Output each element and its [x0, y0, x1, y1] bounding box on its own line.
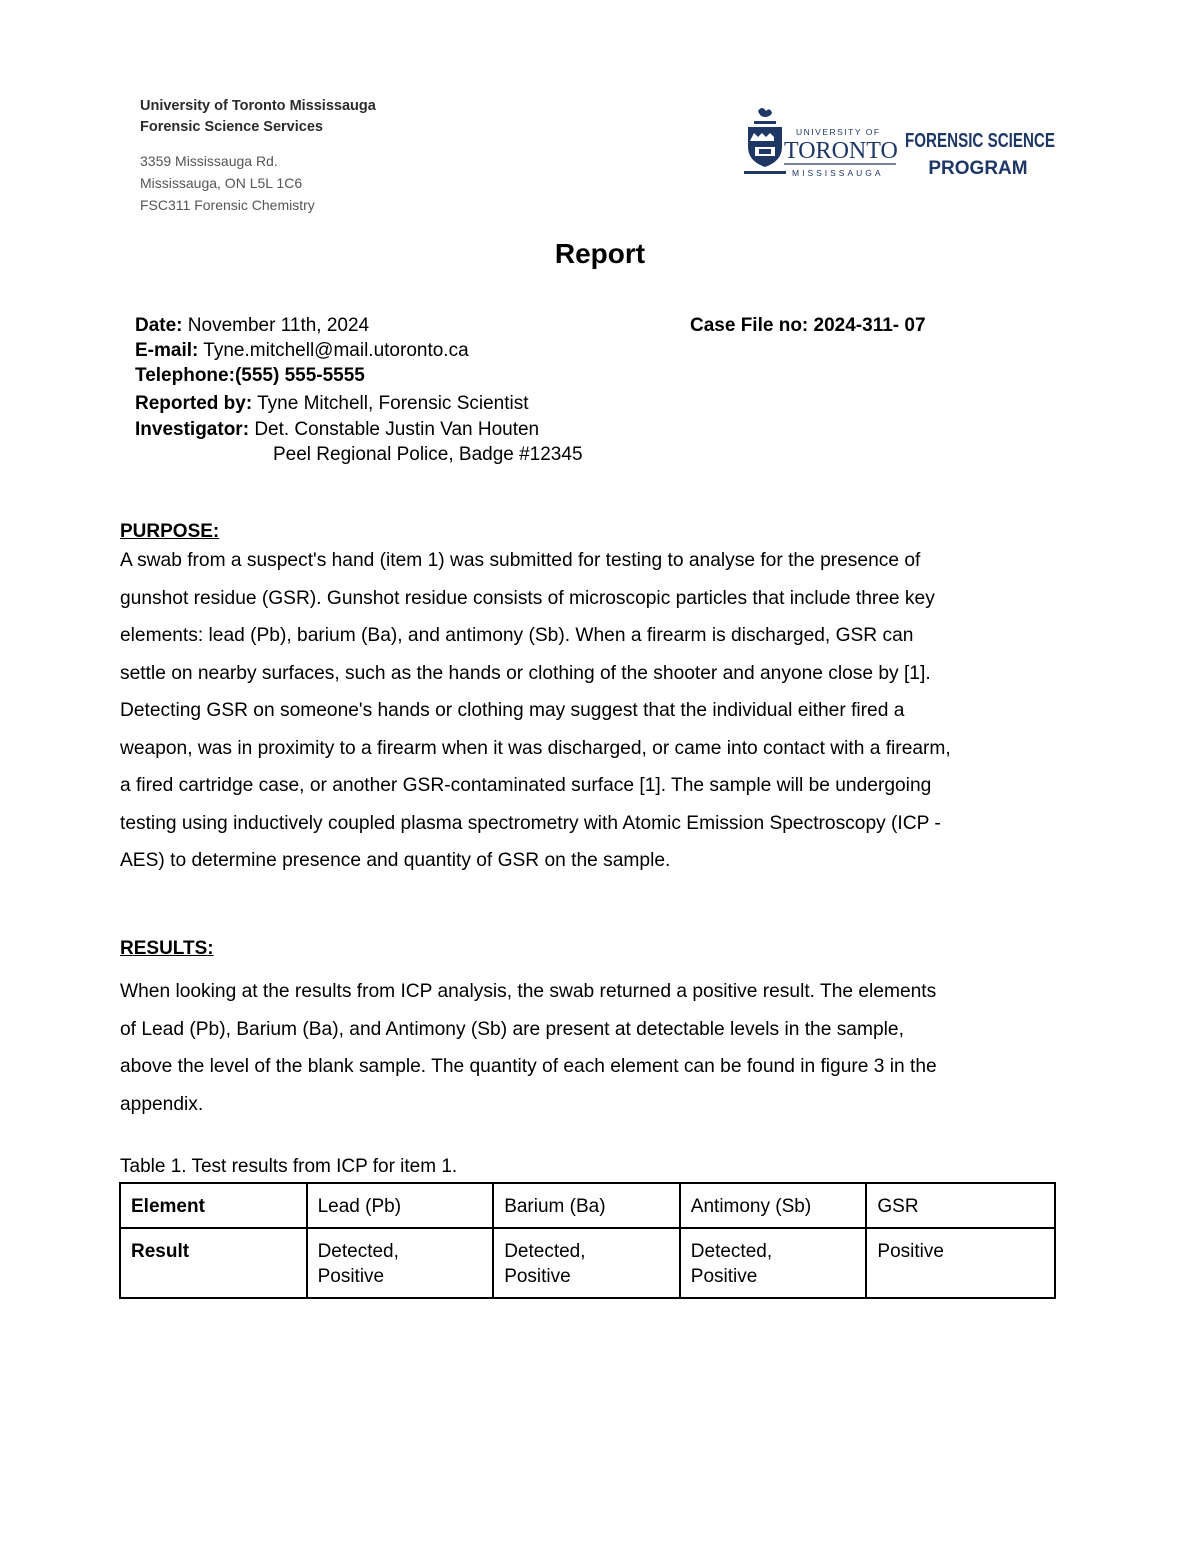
- telephone-label: Telephone:: [135, 365, 235, 386]
- table-cell: Positive: [866, 1228, 1055, 1298]
- results-heading-text: RESULTS: [120, 938, 208, 959]
- investigator-value: Det. Constable Justin Van Houten: [254, 419, 540, 440]
- table-row: [120, 1183, 1055, 1228]
- table-cell: Detected, Positive: [493, 1228, 680, 1298]
- purpose-line: AES) to determine presence and quantity of GSR on the sample.: [120, 850, 671, 871]
- table-cell: Element: [120, 1183, 307, 1228]
- table-cell: GSR: [866, 1183, 1055, 1228]
- logo-program-line-2: PROGRAM: [928, 158, 1028, 179]
- date-line: [135, 315, 369, 337]
- date-label: Date:: [135, 315, 183, 336]
- report-title: Report: [554, 238, 646, 269]
- table-row: [120, 1228, 1055, 1298]
- results-table: [119, 1182, 1056, 1299]
- address-line-2: Mississauga, ON L5L 1C6: [140, 175, 303, 191]
- results-line: When looking at the results from ICP analysis, the swab returned a positive result. The elements: [120, 981, 937, 1002]
- results-heading: RESULTS:: [120, 938, 214, 959]
- case-file-line: [690, 315, 926, 337]
- reported-by-value: Tyne Mitchell, Forensic Scientist: [257, 393, 529, 414]
- telephone-value: (555) 555-5555: [234, 365, 365, 386]
- purpose-line: weapon, was in proximity to a firearm when it was discharged, or came into contact with a firearm,: [120, 737, 951, 759]
- investigator-agency: Peel Regional Police, Badge #12345: [273, 444, 583, 465]
- reported-by-line: [135, 393, 529, 415]
- results-line: above the level of the blank sample. The quantity of each element can be found in figure 3 in the: [120, 1056, 937, 1077]
- email-value: Tyne.mitchell@mail.utoronto.ca: [203, 340, 469, 361]
- case-file-value: 2024-311- 07: [813, 315, 926, 336]
- purpose-line: gunshot residue (GSR). Gunshot residue consists of microscopic particles that include three key: [120, 587, 935, 609]
- purpose-heading-text: PURPOSE: [120, 521, 213, 542]
- purpose-line: testing using inductively coupled plasma spectrometry with Atomic Emission Spectroscopy (ICP -: [120, 812, 941, 834]
- purpose-line: a fired cartridge case, or another GSR-contaminated surface [1]. The sample will be undergoing: [120, 775, 932, 796]
- table-caption: Table 1. Test results from ICP for item 1.: [120, 1156, 458, 1177]
- case-file-label: Case File no:: [690, 315, 809, 336]
- table-cell: Barium (Ba): [493, 1183, 680, 1228]
- purpose-line: A swab from a suspect's hand (item 1) was submitted for testing to analyse for the presence of: [120, 550, 921, 571]
- reported-by-label: Reported by:: [135, 393, 253, 414]
- logo-university-of: UNIVERSITY OF: [796, 127, 881, 137]
- table-cell: Result: [120, 1228, 307, 1298]
- purpose-heading: PURPOSE:: [120, 521, 220, 542]
- forensic-program-logo: [740, 105, 1070, 185]
- email-line: [135, 340, 469, 362]
- address-line-3: FSC311 Forensic Chemistry: [140, 197, 315, 213]
- logo-toronto: TORONTO: [784, 138, 898, 164]
- purpose-line: settle on nearby surfaces, such as the hands or clothing of the shooter and anyone close by [1].: [120, 662, 931, 684]
- purpose-line: Detecting GSR on someone's hands or clothing may suggest that the individual either fired a: [120, 700, 905, 721]
- institution-line-1: University of Toronto Mississauga: [140, 98, 376, 114]
- institution-line-2: Forensic Science Services: [140, 119, 323, 135]
- address-line-1: 3359 Mississauga Rd.: [140, 153, 278, 169]
- table-cell: Detected, Positive: [680, 1228, 867, 1298]
- logo-program-line-1: FORENSIC SCIENCE: [905, 130, 1055, 152]
- university-crest-icon: [744, 108, 786, 174]
- logo-mississauga: MISSISSAUGA: [792, 168, 884, 178]
- telephone-line: [135, 365, 365, 387]
- institution-address: [140, 150, 315, 216]
- results-paragraph: [120, 973, 1065, 1123]
- email-label: E-mail:: [135, 340, 199, 361]
- date-value: November 11th, 2024: [187, 315, 370, 336]
- results-line: of Lead (Pb), Barium (Ba), and Antimony (Sb) are present at detectable levels in the sample,: [120, 1018, 904, 1040]
- purpose-paragraph: [120, 542, 1065, 880]
- table-cell: Detected, Positive: [307, 1228, 494, 1298]
- purpose-line: elements: lead (Pb), barium (Ba), and antimony (Sb). When a firearm is discharged, GSR can: [120, 625, 914, 646]
- institution-name: [140, 96, 376, 138]
- investigator-label: Investigator:: [135, 419, 250, 440]
- investigator-line: [135, 419, 539, 441]
- table-cell: Antimony (Sb): [680, 1183, 867, 1228]
- results-line: appendix.: [120, 1093, 204, 1115]
- table-cell: Lead (Pb): [307, 1183, 494, 1228]
